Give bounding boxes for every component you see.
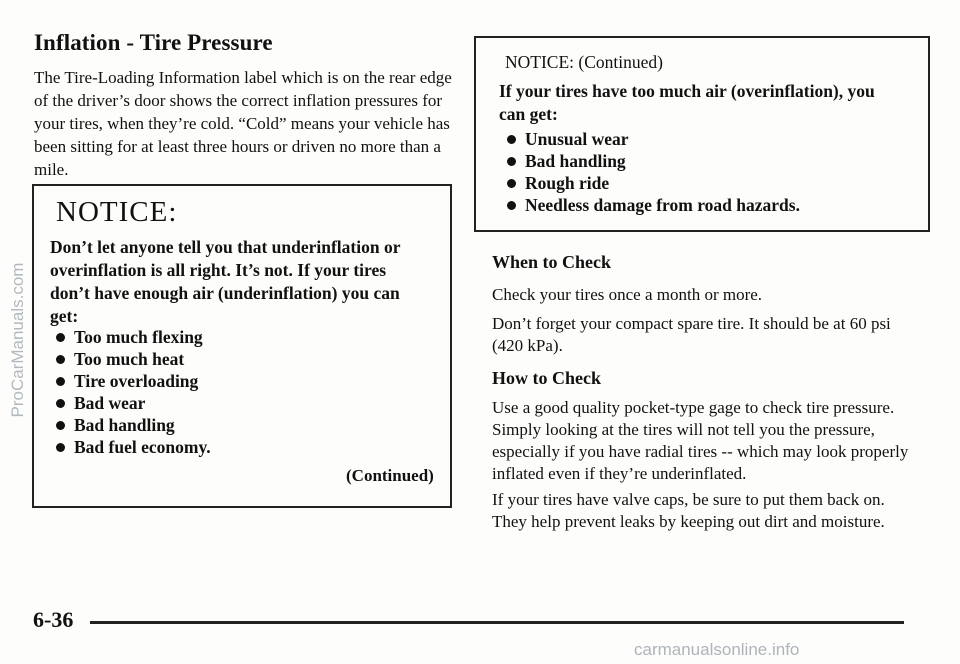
when-to-check-paragraph-2: Don’t forget your compact spare tire. It should be at 60 psi (420 kPa). (492, 314, 891, 355)
notice-title: NOTICE: (56, 196, 178, 228)
list-item: Tire overloading (50, 370, 211, 392)
when-to-check-heading: When to Check (492, 252, 612, 272)
bullet-icon (56, 377, 65, 386)
when-to-check-paragraph-1: Check your tires once a month or more. (492, 285, 763, 304)
footer-divider (90, 621, 904, 624)
notice-continued-body: If your tires have too much air (overinflation), you can get: (499, 81, 875, 124)
bullet-icon (56, 399, 65, 408)
how-to-check-heading: How to Check (492, 368, 601, 388)
list-item: Bad handling (50, 414, 211, 436)
bullet-icon (507, 135, 516, 144)
bullet-icon (507, 201, 516, 210)
page-number: 6-36 (33, 607, 74, 632)
intro-paragraph: The Tire-Loading Information label which is on the rear edge of the driver’s door shows the correct inflation pressures for your tires, when they’re cold. “Cold” means your vehicle has been sitting for at least three hours or driven no more than a mile. (34, 68, 452, 179)
bullet-icon (507, 157, 516, 166)
bullet-icon (507, 179, 516, 188)
list-item: Needless damage from road hazards. (501, 194, 800, 216)
list-item: Bad fuel economy. (50, 436, 211, 458)
list-item: Bad handling (501, 150, 800, 172)
side-watermark: ProCarManuals.com (8, 262, 27, 418)
how-to-check-paragraph-2: If your tires have valve caps, be sure to put them back on. They help prevent leaks by keeping out dirt and moisture. (492, 490, 885, 531)
list-item: Too much flexing (50, 326, 211, 348)
bottom-watermark: carmanualsonline.info (634, 640, 800, 659)
continued-label: (Continued) (346, 466, 434, 485)
list-item: Bad wear (50, 392, 211, 414)
section-heading: Inflation - Tire Pressure (34, 30, 273, 55)
bullet-icon (56, 333, 65, 342)
how-to-check-paragraph-1: Use a good quality pocket-type gage to check tire pressure. Simply looking at the tires will not tell you the pressure, especially if you have radial tires -- which may look properly inflated even if they’re underinflated. (492, 398, 909, 483)
notice-body: Don’t let anyone tell you that underinflation or overinflation is all right. It’s not. If your tires don’t have enough air (underinflation) you can get: (50, 237, 401, 326)
list-item: Too much heat (50, 348, 211, 370)
list-item: Rough ride (501, 172, 800, 194)
overinflation-bullet-list (501, 128, 800, 216)
notice-bullet-list (50, 326, 211, 458)
bullet-icon (56, 355, 65, 364)
bullet-icon (56, 443, 65, 452)
list-item: Unusual wear (501, 128, 800, 150)
notice-continued-title: NOTICE: (Continued) (505, 52, 663, 72)
bullet-icon (56, 421, 65, 430)
